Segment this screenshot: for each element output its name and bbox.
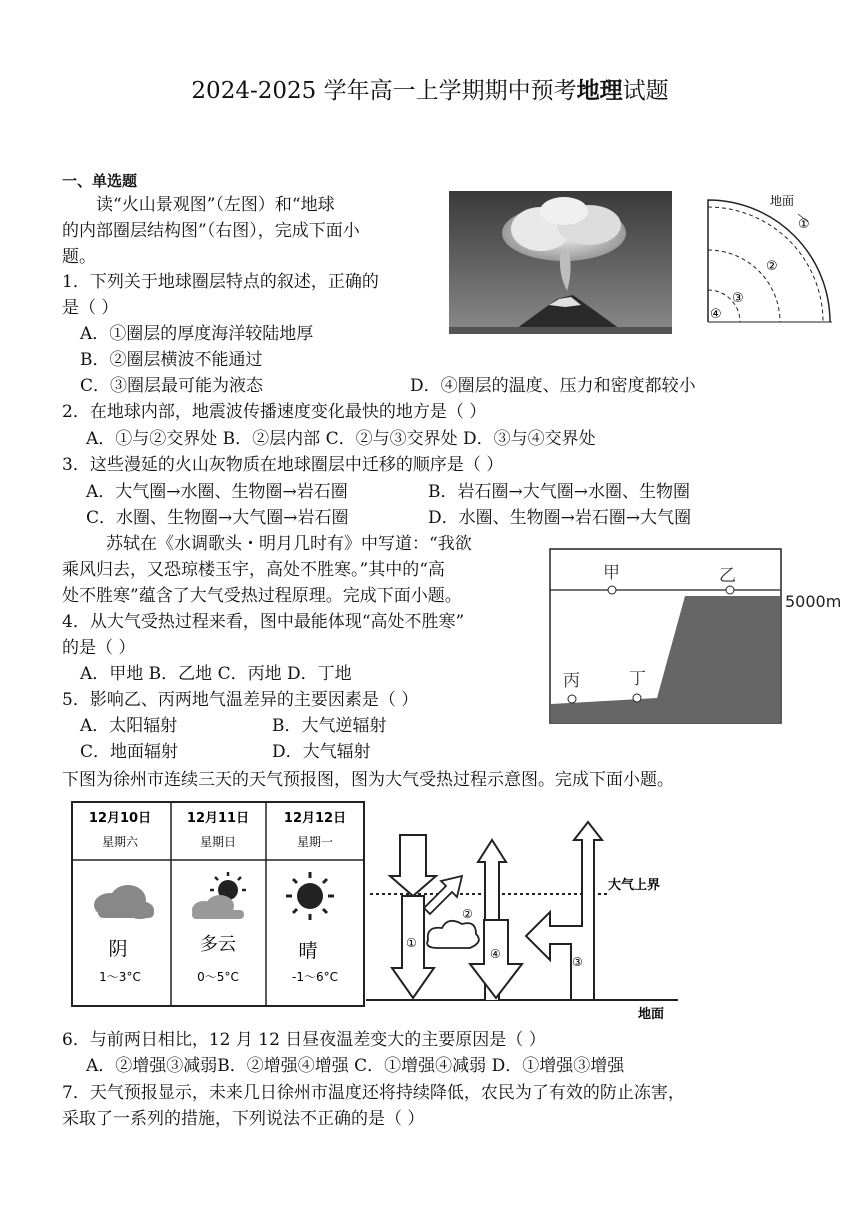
day2-date: 12月11日 [186,811,250,826]
cloud-icon [427,921,479,948]
intro2-line3: 处不胜寒”蕴含了大气受热过程原理。完成下面小题。 [62,586,462,606]
intro2-line2: 乘风归去，又恐琼楼玉宇，高处不胜寒。”其中的“高 [62,560,445,580]
q4-options: A．甲地 B．乙地 C．丙地 D．丁地 [80,664,352,684]
day2-temp: 0～5°C [197,970,239,984]
day3-weather: 晴 [298,940,318,962]
q5-option-b: B．大气逆辐射 [272,716,387,736]
point-ding: 丁 [629,669,646,689]
page-title: 2024-2025 学年高一上学期期中预考地理试题 [191,77,669,104]
q3-option-b: B．岩石圈→大气圈→水圈、生物圈 [428,482,690,502]
q7-stem-line2: 采取了一系列的措施，下列说法不正确的是（ ） [62,1109,425,1129]
section-heading: 一、单选题 [62,172,138,190]
intro1-line1: 读“火山景观图”（左图）和“地球 [96,195,335,215]
day3-date: 12月12日 [283,811,347,826]
day3-temp: -1～6°C [292,970,338,984]
point-jia: 甲 [603,563,620,583]
q3-option-c: C．水圈、生物圈→大气圈→岩石圈 [86,508,349,528]
q5-option-d: D．大气辐射 [272,742,371,762]
weather-forecast [70,800,366,1008]
layer4-label: ④ [710,307,722,322]
day1-date: 12月10日 [88,811,152,826]
mountain-diagram [549,548,849,726]
q2-options: A．①与②交界处 B．②层内部 C．②与③交界处 D．③与④交界处 [86,429,596,449]
intro1-line2: 的内部圈层结构图”（右图），完成下面小 [62,221,360,241]
q3-option-d: D．水圈、生物圈→岩石圈→大气圈 [428,508,692,528]
layer1-label: ① [798,217,810,232]
layer2-label: ② [766,259,778,274]
q1-stem-line2: 是（ ） [62,298,119,318]
earth-structure-diagram [700,190,840,330]
q2-stem: 2．在地球内部，地震波传播速度变化最快的地方是（ ） [62,402,487,422]
arrow1-label: ① [406,936,417,950]
day1-weather: 阴 [108,938,128,960]
q7-stem-line1: 7．天气预报显示，未来几日徐州市温度还将持续降低，农民为了有效的防止冻害， [62,1083,685,1103]
arrow3-label: ③ [572,955,583,969]
volcano-photo [449,191,672,334]
ground-label-2: 地面 [638,1007,665,1022]
q6-stem: 6．与前两日相比，12 月 12 日昼夜温差变大的主要原因是（ ） [62,1030,546,1050]
intro1-line3: 题。 [62,247,96,267]
arrow2-label: ② [462,907,473,921]
q1-option-c: C．③圈层最可能为液态 [80,376,264,396]
q5-option-a: A．太阳辐射 [80,716,178,736]
day2-weather: 多云 [200,934,236,955]
q1-option-d: D．④圈层的温度、压力和密度都较小 [410,376,696,396]
arrow4-label: ④ [490,947,501,961]
q4-stem-line1: 4．从大气受热过程来看，图中最能体现“高处不胜寒” [62,612,465,632]
day1-temp: 1～3°C [99,970,141,984]
q3-stem: 3．这些漫延的火山灰物质在地球圈层中迁移的顺序是（ ） [62,455,504,475]
layer3-label: ③ [732,291,744,306]
day1-weekday: 星期六 [101,835,139,849]
intro3: 下图为徐州市连续三天的天气预报图，图为大气受热过程示意图。完成下面小题。 [62,770,674,790]
q5-option-c: C．地面辐射 [80,742,179,762]
q5-stem: 5．影响乙、丙两地气温差异的主要因素是（ ） [62,690,419,710]
ground-label: 地面 [770,194,795,208]
heating-process-diagram [366,800,682,1024]
q6-options: A．②增强③减弱B．②增强④增强 C．①增强④减弱 D．①增强③增强 [86,1056,625,1076]
atmosphere-top-label: 大气上界 [608,878,661,893]
q1-stem-line1: 1．下列关于地球圈层特点的叙述，正确的 [62,272,379,292]
point-bing: 丙 [563,671,580,691]
q1-option-b: B．②圈层横波不能通过 [80,350,263,370]
point-yi: 乙 [719,566,736,586]
day2-weekday: 星期日 [199,835,237,849]
day3-weekday: 星期一 [296,835,334,849]
q3-option-a: A．大气圈→水圈、生物圈→岩石圈 [86,482,348,502]
intro2-line1: 苏轼在《水调歌头・明月几时有》中写道：“我欲 [106,534,472,554]
elevation-label: 5000m [785,592,842,611]
q4-stem-line2: 的是（ ） [62,638,136,658]
q1-option-a: A．①圈层的厚度海洋较陆地厚 [80,324,314,344]
